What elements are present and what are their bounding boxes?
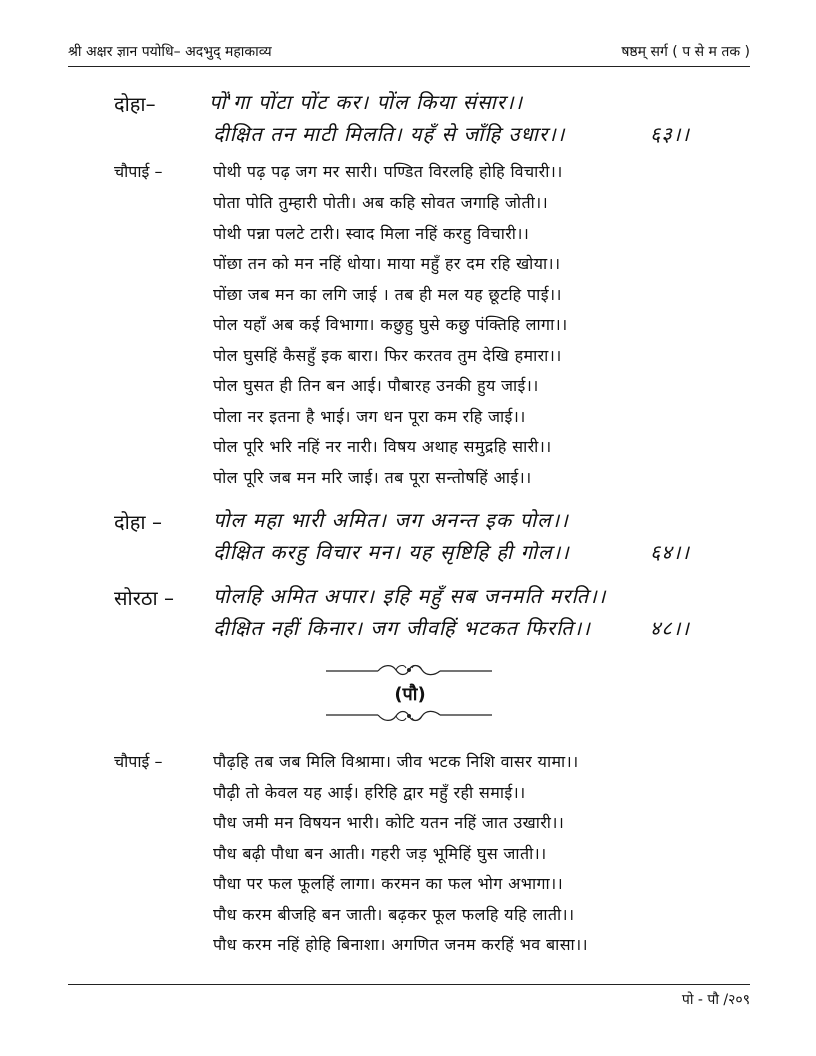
chaupai-line: पोथी पढ़ पढ़ जग मर सारी। पण्डित विरलहि होहि विचारी।। [213,162,563,181]
sortha-line-1: पोलहि अमित अपार। इहि महुँ सब जनमति मरति।। [213,584,607,608]
chaupai-line: पोला नर इतना है भाई। जग धन पूरा कम रहि जाई।। [213,407,526,426]
book-title: श्री अक्षर ज्ञान पयोधि– अदभुद् महाकाव्य [68,44,272,60]
sortha-line-2: दीक्षित नहीं किनार। जग जीवहिं भटकत फिरति।। [213,616,591,640]
chaupai-line: पौढ़हि तब जब मिलि विश्रामा। जीव भटक निशि वासर यामा।। [213,752,579,771]
chaupai-line: पोल पूरि जब मन मरि जाई। तब पूरा सन्तोषहिं आई।। [213,468,532,487]
doha-line-1: पोल महा भारी अमित। जग अनन्त इक पोल।। [213,508,569,532]
chaupai-line: पोथी पन्ना पलटे टारी। स्वाद मिला नहिं करहु विचारी।। [213,224,530,243]
chaupai-line: पौढ़ी तो केवल यह आई। हरिहि द्वार महुँ रही समाई।। [213,783,526,802]
chapter-title: षष्ठम् सर्ग ( प से म तक ) [621,44,750,60]
running-header [68,38,750,68]
verse-number: ६४।। [650,540,690,564]
chaupai-line: पोल घुसहिं कैसहुँ इक बारा। फिर करतव तुम देखि हमारा।। [213,346,562,365]
chaupai-line: पौध जमी मन विषयन भारी। कोटि यतन नहिं जात उखारी।। [213,813,565,832]
chaupai-line: पोंछा तन को मन नहिं धोया। माया महुँ हर दम रहि खोया।। [213,254,561,273]
chaupai-line: पौधा पर फल फूलहिं लागा। करमन का फल भोग अभागा।। [213,874,564,893]
chaupai-line: पौध करम बीजहि बन जाती। बढ़कर फूल फलहि यहि लाती।। [213,905,575,924]
verse-number: ६३।। [650,122,690,146]
chaupai-label: चौपाई – [114,752,163,771]
verse-number: ४८।। [650,616,690,640]
doha-label: दोहा – [114,510,162,534]
chaupai-label: चौपाई – [114,162,163,181]
chaupai-line: पोता पोति तुम्हारी पोती। अब कहि सोवत जगाहि जोती।। [213,193,549,212]
chaupai-line: पोंछा जब मन का लगि जाई । तब ही मल यह छूटहि पाई।। [213,285,562,304]
chaupai-line: पोल पूरि भरि नहिं नर नारी। विषय अथाह समुद्रहि सारी।। [213,437,552,456]
chaupai-line: पौध बढ़ी पौधा बन आती। गहरी जड़ भूमिहिं घुस जाती।। [213,844,547,863]
doha-line-2: दीक्षित करहु विचार मन। यह सृष्टिहि ही गोल।। [213,540,570,564]
doha-line-2: दीक्षित तन माटी मिलति। यहँ से जाँहि उधार।। [213,122,566,146]
section-heading: (पौ) [394,684,426,705]
chaupai-line: पौध करम नहिं होहि बिनाशा। अगणित जनम करहिं भव बासा।। [213,935,589,954]
footer-divider [68,984,750,985]
chaupai-line: पोल यहाँ अब कई विभागा। कछुहु घुसे कछु पंक्तिहि लागा।। [213,315,568,334]
ornament-bottom [326,708,492,724]
doha-line-1: पों'गा पोंटा पोंट कर। पोंल किया संसार।। [209,90,524,114]
sortha-label: सोरठा – [114,586,175,610]
header-divider [68,66,750,67]
chaupai-line: पोल घुसत ही तिन बन आई। पौबारह उनकी हुय जाई।। [213,376,539,395]
doha-label: दोहा– [114,92,156,116]
ornament-top [326,662,492,678]
page-number: पो - पौ /२०९ [681,992,750,1008]
